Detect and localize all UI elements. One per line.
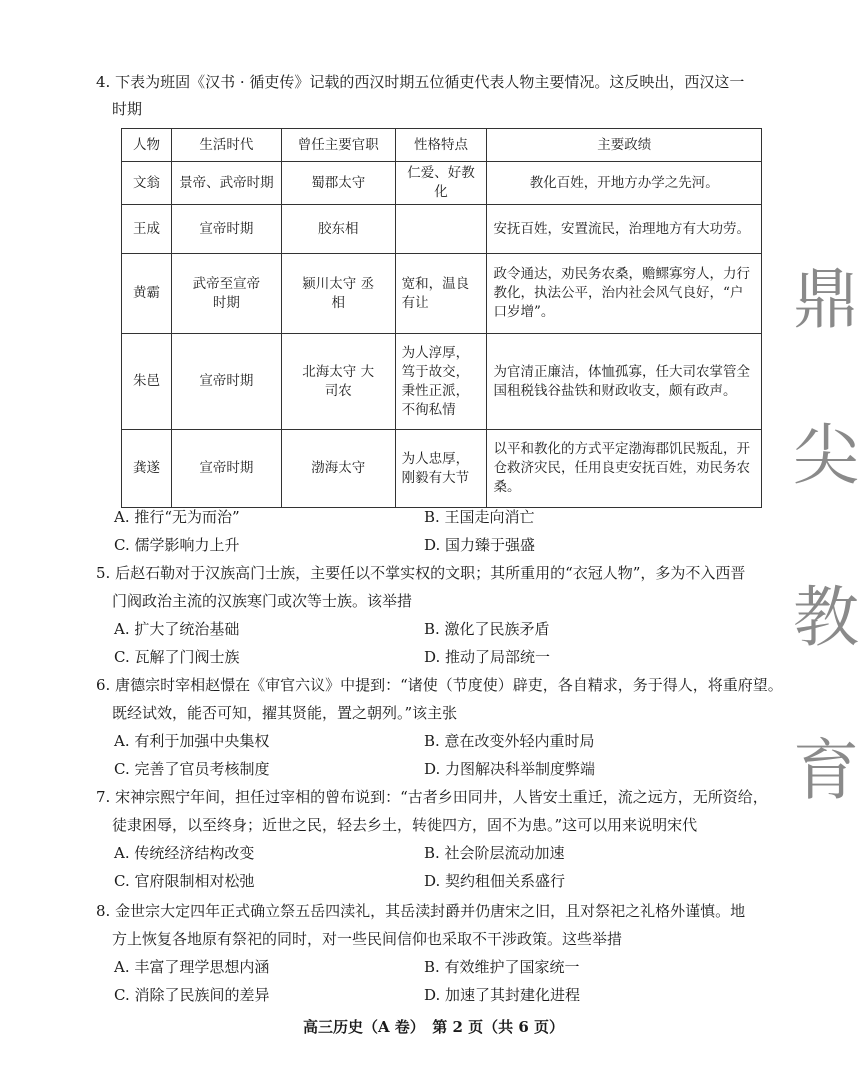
cell-trait (395, 205, 487, 254)
header-deeds: 主要政绩 (487, 129, 762, 162)
cell-deeds: 政令通达，劝民务农桑，赡鳏寡穷人，力行教化，执法公平，治内社会风气良好，“户口岁增”。 (487, 254, 762, 334)
cell-era: 景帝、武帝时期 (171, 162, 281, 205)
q4-option-b: B. 王国走向消亡 (424, 508, 535, 526)
q7-option-a: A. 传统经济结构改变 (114, 844, 255, 862)
q5-option-b: B. 激化了民族矛盾 (424, 620, 550, 638)
cell-name: 朱邑 (122, 334, 172, 430)
cell-era: 宣帝时期 (171, 334, 281, 430)
cell-name: 龚遂 (122, 430, 172, 508)
table-header-row (122, 129, 762, 162)
table-row (122, 162, 762, 205)
cell-office: 颍川太守 丞相 (281, 254, 395, 334)
q8-stem-line2: 方上恢复各地原有祭祀的同时，对一些民间信仰也采取不干涉政策。这些举措 (112, 930, 623, 948)
watermark-char-1: 鼎 (793, 261, 859, 338)
cell-trait: 为人淳厚，笃于故交，秉性正派，不徇私情 (395, 334, 487, 430)
q8-option-c: C. 消除了民族间的差异 (114, 986, 270, 1004)
table-row (122, 254, 762, 334)
q6-option-d: D. 力图解决科举制度弊端 (424, 760, 596, 778)
table-row (122, 334, 762, 430)
cell-name: 文翁 (122, 162, 172, 205)
q6-option-c: C. 完善了官员考核制度 (114, 760, 270, 778)
q4-option-d: D. 国力臻于强盛 (424, 536, 536, 554)
q4-option-c: C. 儒学影响力上升 (114, 536, 240, 554)
q4-stem-line1: 4. 下表为班固《汉书 · 循吏传》记载的西汉时期五位循吏代表人物主要情况。这反映出，西汉这一 (96, 73, 745, 91)
q4-option-a: A. 推行“无为而治” (114, 508, 240, 526)
q7-option-c: C. 官府限制相对松弛 (114, 872, 255, 890)
q5-option-a: A. 扩大了统治基础 (114, 620, 240, 638)
q5-option-c: C. 瓦解了门阀士族 (114, 648, 240, 666)
cell-deeds: 为官清正廉洁，体恤孤寡，任大司农掌管全国租税钱谷盐铁和财政收支，颇有政声。 (487, 334, 762, 430)
q7-option-d: D. 契约租佃关系盛行 (424, 872, 566, 890)
watermark-char-4: 育 (793, 732, 859, 809)
header-office: 曾任主要官职 (281, 129, 395, 162)
watermark-char-2: 尖 (793, 417, 859, 494)
q8-option-d: D. 加速了其封建化进程 (424, 986, 581, 1004)
q8-stem-line1: 8. 金世宗大定四年正式确立祭五岳四渎礼，其岳渎封爵并仍唐宋之旧，且对祭祀之礼格外谨慎。地 (96, 902, 746, 920)
header-trait: 性格特点 (395, 129, 487, 162)
table-row (122, 205, 762, 254)
cell-name: 王成 (122, 205, 172, 254)
header-person: 人物 (122, 129, 172, 162)
q8-option-b: B. 有效维护了国家统一 (424, 958, 580, 976)
cell-era: 宣帝时期 (171, 430, 281, 508)
cell-office: 渤海太守 (281, 430, 395, 508)
cell-office: 蜀郡太守 (281, 162, 395, 205)
cell-office: 北海太守 大司农 (281, 334, 395, 430)
q4-table (121, 128, 762, 508)
cell-deeds: 以平和教化的方式平定渤海郡饥民叛乱，开仓救济灾民，任用良吏安抚百姓，劝民务农桑。 (487, 430, 762, 508)
cell-era: 宣帝时期 (171, 205, 281, 254)
cell-trait: 为人忠厚，刚毅有大节 (395, 430, 487, 508)
q6-stem-line2: 既经试效，能否可知，擢其贤能，置之朝列。”该主张 (112, 704, 458, 722)
q6-option-a: A. 有利于加强中央集权 (114, 732, 270, 750)
cell-deeds: 教化百姓，开地方办学之先河。 (487, 162, 762, 205)
q8-option-a: A. 丰富了理学思想内涵 (114, 958, 270, 976)
cell-deeds: 安抚百姓，安置流民，治理地方有大功劳。 (487, 205, 762, 254)
cell-trait: 仁爱、好教化 (395, 162, 487, 205)
table-row (122, 430, 762, 508)
watermark-char-3: 教 (793, 579, 859, 656)
q5-option-d: D. 推动了局部统一 (424, 648, 551, 666)
q7-option-b: B. 社会阶层流动加速 (424, 844, 565, 862)
q7-stem-line1: 7. 宋神宗熙宁年间，担任过宰相的曾布说到：“古者乡田同井，人皆安土重迁，流之远方，无所资给， (96, 788, 768, 806)
q6-stem-line1: 6. 唐德宗时宰相赵憬在《审官六议》中提到：“诸使（节度使）辟吏，各自精求，务于得人，将重府望。 (96, 676, 783, 694)
cell-era: 武帝至宣帝时期 (171, 254, 281, 334)
q5-stem-line2: 门阀政治主流的汉族寒门或次等士族。该举措 (112, 592, 413, 610)
cell-trait: 宽和，温良有让 (395, 254, 487, 334)
q4-stem-line2: 时期 (112, 100, 143, 118)
cell-office: 胶东相 (281, 205, 395, 254)
q6-option-b: B. 意在改变外轻内重时局 (424, 732, 595, 750)
header-era: 生活时代 (171, 129, 281, 162)
cell-name: 黄霸 (122, 254, 172, 334)
q7-stem-line2: 徒隶困辱，以至终身；近世之民，轻去乡土，转徙四方，固不为患。”这可以用来说明宋代 (112, 816, 698, 834)
page-footer: 高三历史（A 卷） 第 2 页（共 6 页） (302, 1018, 565, 1036)
q5-stem-line1: 5. 后赵石勒对于汉族高门士族，主要任以不掌实权的文职；其所重用的“衣冠人物”，多为不入西晋 (96, 564, 746, 582)
